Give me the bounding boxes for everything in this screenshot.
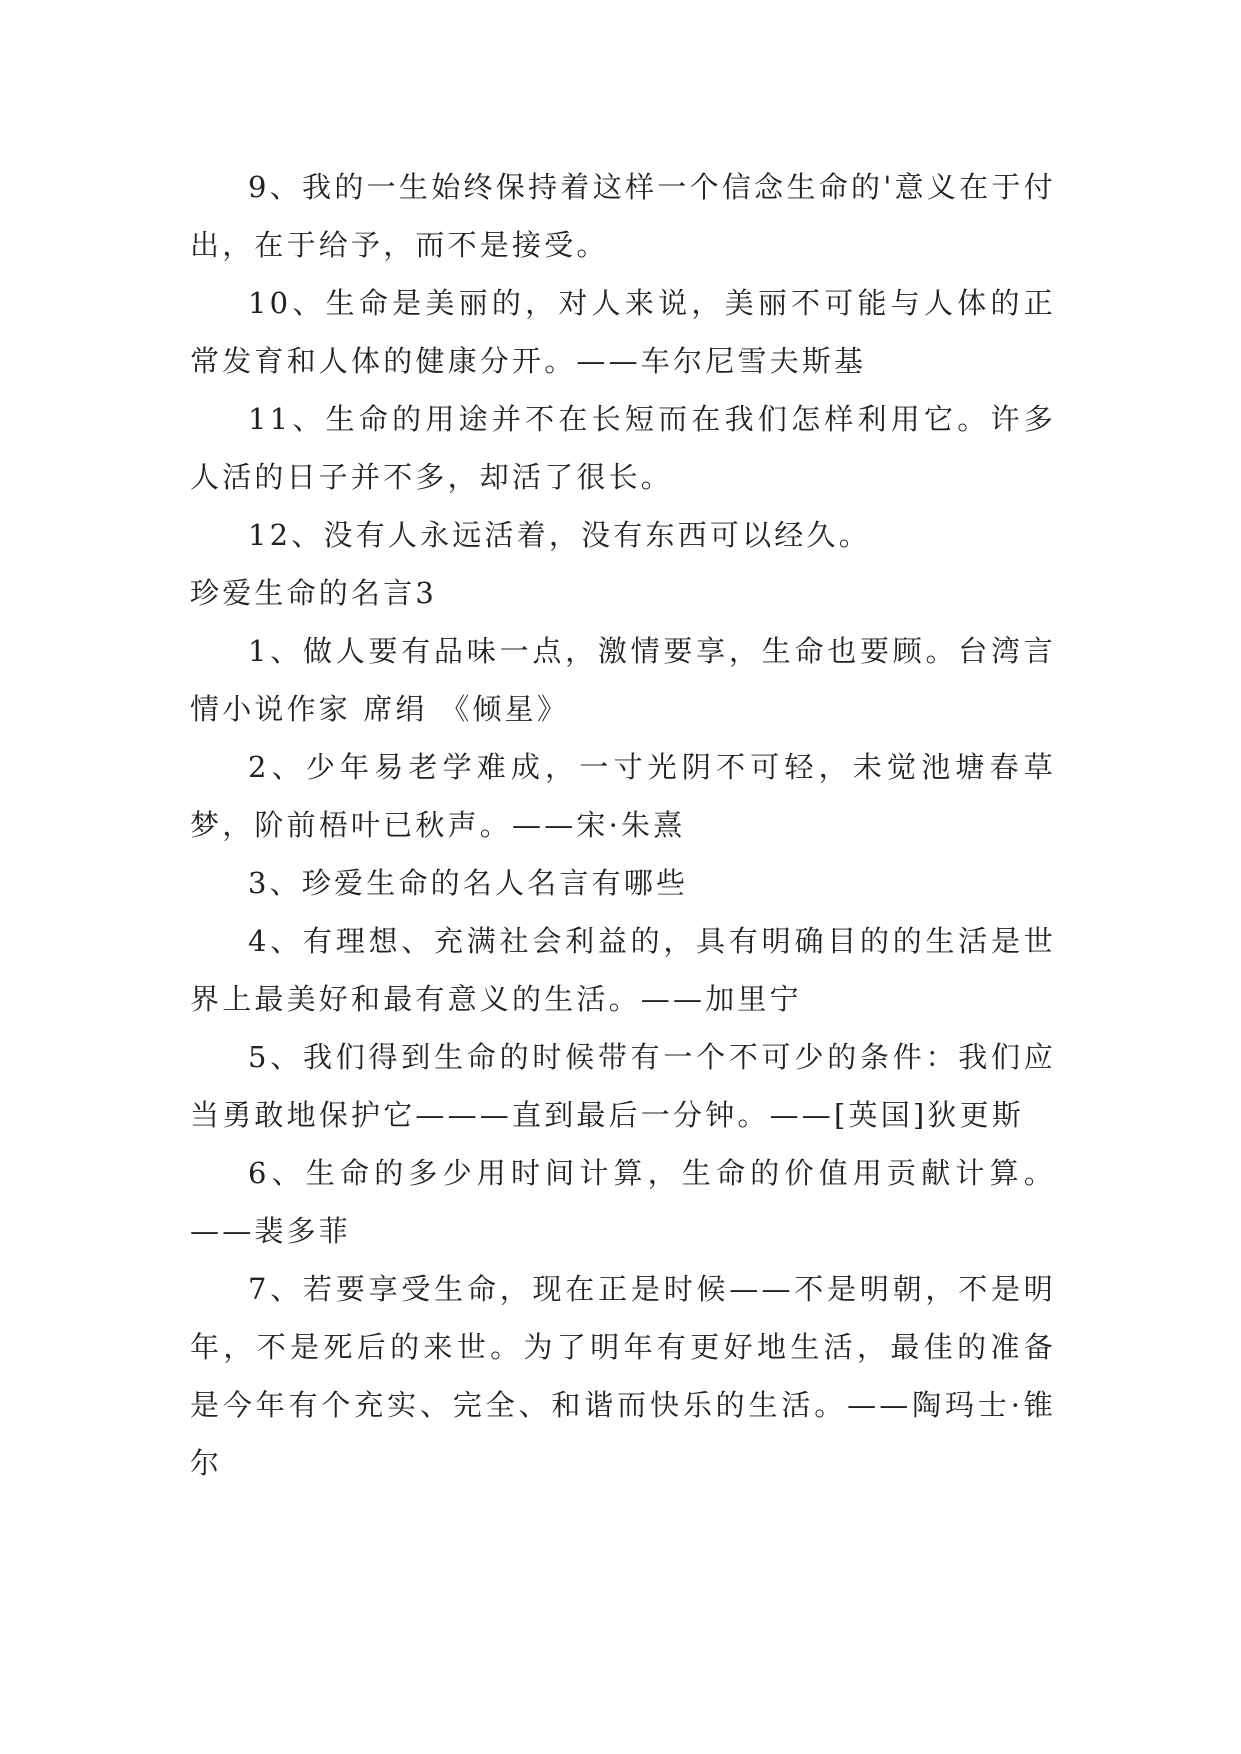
quote-paragraph: 12、没有人永远活着，没有东西可以经久。 xyxy=(248,518,871,552)
quote-paragraph: 10、生命是美丽的，对人来说，美丽不可能与人体的正常发育和人体的健康分开。——车尔尼雪夫斯基 xyxy=(190,286,1056,378)
quote-paragraph: 9、我的一生始终保持着这样一个信念生命的'意义在于付出，在于给予，而不是接受。 xyxy=(190,170,1056,262)
quote-paragraph: 4、有理想、充满社会利益的，具有明确目的的生活是世界上最美好和最有意义的生活。——加里宁 xyxy=(190,924,1056,1016)
quote-paragraph: 2、少年易老学难成，一寸光阴不可轻，未觉池塘春草梦，阶前梧叶已秋声。——宋·朱熹 xyxy=(190,750,1056,842)
quote-paragraph: 3、珍爱生命的名人名言有哪些 xyxy=(248,866,689,900)
quote-paragraph: 11、生命的用途并不在长短而在我们怎样利用它。许多人活的日子并不多，却活了很长。 xyxy=(190,402,1056,494)
quote-paragraph: 1、做人要有品味一点，激情要享，生命也要顾。台湾言情小说作家 席绢 《倾星》 xyxy=(190,634,1056,726)
document-page xyxy=(190,158,1056,1492)
section-heading: 珍爱生命的名言3 xyxy=(190,576,438,610)
quote-paragraph: 7、若要享受生命，现在正是时候——不是明朝，不是明年，不是死后的来世。为了明年有更好地生活，最佳的准备是今年有个充实、完全、和谐而快乐的生活。——陶玛士·锥尔 xyxy=(190,1272,1056,1480)
quote-paragraph: 6、生命的多少用时间计算，生命的价值用贡献计算。——裴多菲 xyxy=(190,1156,1056,1248)
quote-paragraph: 5、我们得到生命的时候带有一个不可少的条件：我们应当勇敢地保护它———直到最后一分钟。——[英国]狄更斯 xyxy=(190,1040,1056,1132)
